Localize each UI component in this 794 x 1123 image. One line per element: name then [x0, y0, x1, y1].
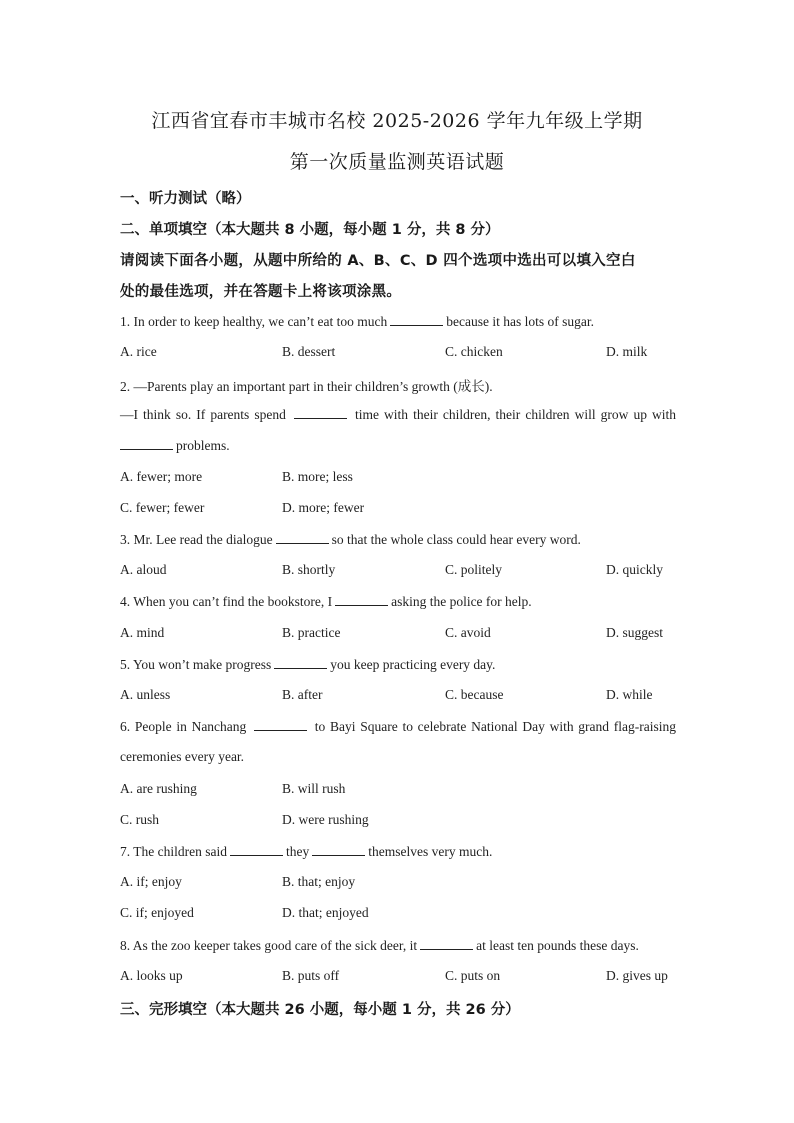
question-4-option-b: B. practice: [282, 625, 341, 640]
question-6-line1: [120, 718, 676, 735]
question-4-option-a: A. mind: [120, 625, 165, 640]
question-7-stem: [120, 843, 676, 860]
question-6-line2: ceremonies every year.: [120, 749, 245, 764]
question-2-line2: [120, 406, 676, 423]
question-1-option-d: D. milk: [606, 344, 648, 359]
answer-blank: [120, 437, 173, 450]
exam-title-line1: 江西省宜春市丰城市名校 2025-2026 学年九年级上学期: [151, 110, 643, 132]
answer-blank: [390, 313, 443, 326]
answer-blank: [294, 406, 347, 419]
question-1-text-after: because it has lots of sugar.: [446, 314, 594, 329]
question-5-text-after: you keep practicing every day.: [330, 657, 496, 672]
question-6-option-c: C. rush: [120, 812, 160, 827]
question-4-stem: [120, 593, 676, 610]
question-6-option-b: B. will rush: [282, 781, 346, 796]
answer-blank: [230, 843, 283, 856]
question-5-option-b: B. after: [282, 687, 323, 702]
question-2-option-a: A. fewer; more: [120, 469, 203, 484]
question-4-option-c: C. avoid: [445, 625, 491, 640]
question-7-option-c: C. if; enjoyed: [120, 905, 194, 920]
question-3-text-before: 3. Mr. Lee read the dialogue: [120, 532, 273, 547]
question-7-option-b: B. that; enjoy: [282, 874, 356, 889]
question-8-text-after: at least ten pounds these days.: [476, 938, 639, 953]
question-7-option-a: A. if; enjoy: [120, 874, 182, 889]
question-5-text-before: 5. You won’t make progress: [120, 657, 272, 672]
answer-blank: [254, 718, 307, 731]
question-2-option-d: D. more; fewer: [282, 500, 365, 515]
question-1-stem: [120, 313, 676, 330]
question-6-text-before: 6. People in Nanchang: [120, 719, 247, 734]
answer-blank: [274, 656, 327, 669]
section2-instruction-line2: 处的最佳选项，并在答题卡上将该项涂黑。: [120, 284, 402, 300]
question-5-stem: [120, 656, 676, 673]
question-4-option-d: D. suggest: [606, 625, 663, 640]
section2-instruction-line1: 请阅读下面各小题，从题中所给的 A、B、C、D 四个选项中选出可以填入空白: [120, 253, 636, 269]
question-1-option-a: A. rice: [120, 344, 157, 359]
exam-title-line2: 第一次质量监测英语试题: [289, 151, 505, 173]
question-3-option-b: B. shortly: [282, 562, 336, 577]
question-2-text-after: time with their children, their children will grow up with: [354, 407, 677, 422]
question-8-option-d: D. gives up: [606, 968, 668, 983]
question-5-option-d: D. while: [606, 687, 653, 702]
question-7-text-middle: they: [285, 844, 310, 859]
question-8-text-before: 8. As the zoo keeper takes good care of the sick deer, it: [120, 938, 418, 953]
question-3-stem: [120, 531, 676, 548]
question-8-option-c: C. puts on: [445, 968, 501, 983]
question-2-option-b: B. more; less: [282, 469, 353, 484]
question-5-option-a: A. unless: [120, 687, 171, 702]
question-8-option-a: A. looks up: [120, 968, 183, 983]
question-2-text-before: —I think so. If parents spend: [120, 407, 286, 422]
question-2-option-c: C. fewer; fewer: [120, 500, 205, 515]
question-1-option-c: C. chicken: [445, 344, 503, 359]
question-3-option-c: C. politely: [445, 562, 502, 577]
question-3-option-d: D. quickly: [606, 562, 663, 577]
question-7-text-after: themselves very much.: [368, 844, 493, 859]
question-8-stem: [120, 937, 676, 954]
answer-blank: [420, 937, 473, 950]
question-7-text-before: 7. The children said: [120, 844, 227, 859]
question-2-line1: 2. —Parents play an important part in their children’s growth (成长).: [120, 379, 493, 394]
question-2-text-end: problems.: [176, 438, 230, 453]
question-1-text-before: 1. In order to keep healthy, we can’t eat too much: [120, 314, 388, 329]
question-5-option-c: C. because: [445, 687, 504, 702]
answer-blank: [312, 843, 365, 856]
question-2-line3: [120, 437, 676, 454]
section2-heading: 二、单项填空（本大题共 8 小题，每小题 1 分，共 8 分）: [120, 222, 500, 238]
question-4-text-after: asking the police for help.: [391, 594, 532, 609]
question-6-option-d: D. were rushing: [282, 812, 369, 827]
question-1-option-b: B. dessert: [282, 344, 336, 359]
section3-heading: 三、完形填空（本大题共 26 小题，每小题 1 分，共 26 分）: [120, 1002, 520, 1018]
question-6-option-a: A. are rushing: [120, 781, 197, 796]
question-3-text-after: so that the whole class could hear every word.: [331, 532, 581, 547]
question-8-option-b: B. puts off: [282, 968, 340, 983]
question-4-text-before: 4. When you can’t find the bookstore, I: [120, 594, 333, 609]
answer-blank: [335, 593, 388, 606]
section1-heading: 一、听力测试（略）: [120, 191, 251, 207]
question-6-text-after: to Bayi Square to celebrate National Day with grand flag-raising: [314, 719, 676, 734]
question-3-option-a: A. aloud: [120, 562, 167, 577]
answer-blank: [276, 531, 329, 544]
question-7-option-d: D. that; enjoyed: [282, 905, 369, 920]
